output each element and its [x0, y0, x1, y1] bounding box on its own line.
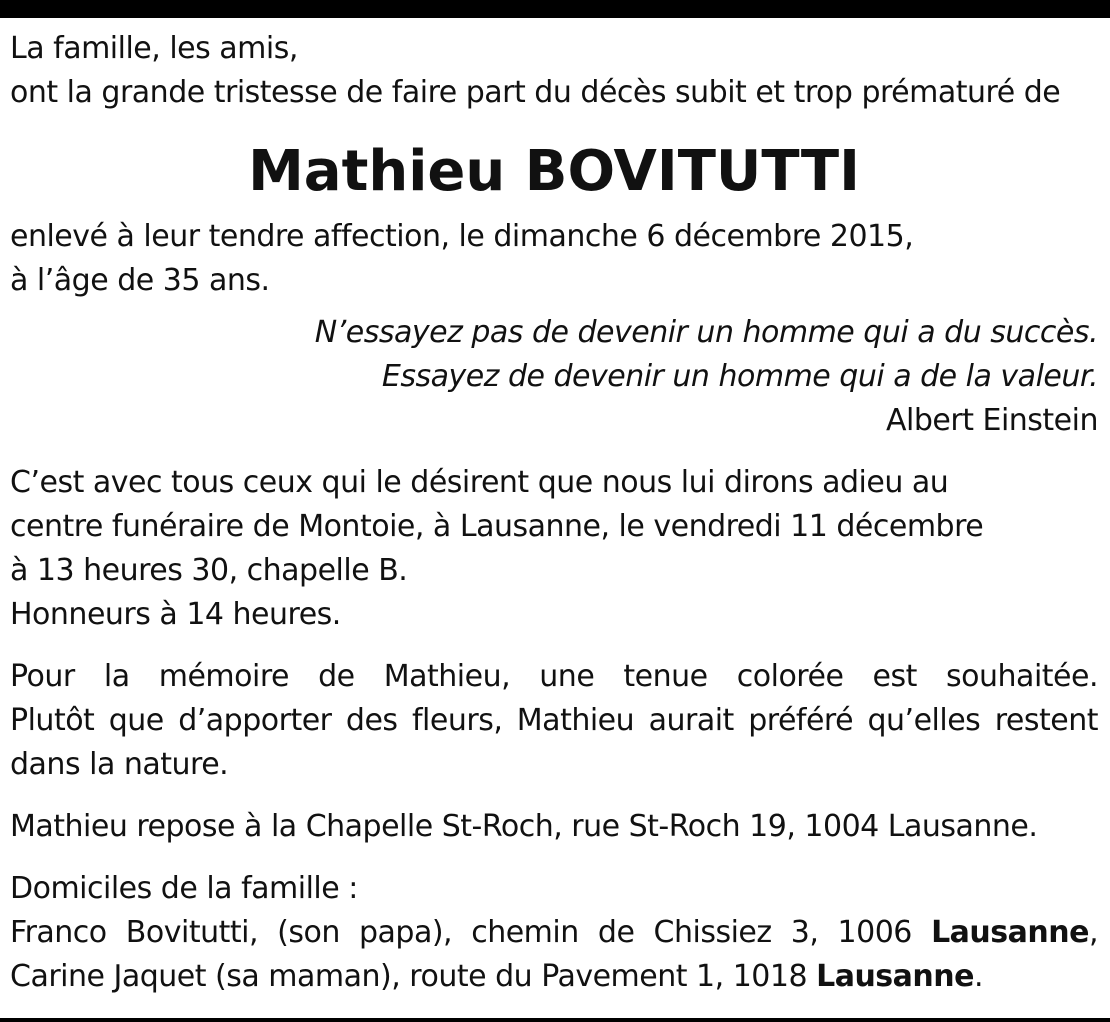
- domicile-mother-punct: .: [973, 959, 984, 994]
- ceremony-block: [10, 461, 1098, 637]
- wishes-line-1: Pour la mémoire de Mathieu, une tenue colorée est souhaitée.: [10, 659, 1098, 694]
- ceremony-line-1: C’est avec tous ceux qui le désirent que nous lui dirons adieu au: [10, 465, 949, 500]
- domiciles-block: [10, 867, 1098, 999]
- death-line-2: à l’âge de 35 ans.: [10, 263, 270, 298]
- quote-author: Albert Einstein: [886, 403, 1098, 438]
- obituary-notice: [10, 27, 1098, 999]
- resting-place: [10, 805, 1098, 849]
- quote-line-1: N’essayez pas de devenir un homme qui a du succès.: [314, 315, 1098, 350]
- domicile-mother-city: Lausanne: [816, 959, 974, 994]
- ceremony-line-3: à 13 heures 30, chapelle B.: [10, 553, 408, 588]
- deceased-name: Mathieu BOVITUTTI: [248, 139, 860, 204]
- intro-block: [10, 27, 1098, 115]
- wishes-line-2: Plutôt que d’apporter des fleurs, Mathieu aurait préféré qu’elles restent: [10, 703, 1098, 738]
- bottom-border-rule: [0, 1018, 1110, 1022]
- domicile-father: [10, 911, 1098, 955]
- domicile-father-text: Franco Bovitutti, (son papa), chemin de Chissiez 3, 1006: [10, 915, 912, 950]
- domicile-father-punct: ,: [1088, 915, 1098, 950]
- intro-line-2: ont la grande tristesse de faire part du décès subit et trop prématuré de: [10, 75, 1061, 110]
- top-border-rule: [0, 0, 1110, 18]
- wishes-line-3: dans la nature.: [10, 747, 229, 782]
- death-block: [10, 215, 1098, 303]
- domiciles-heading: Domiciles de la famille :: [10, 871, 358, 906]
- intro-line-1: La famille, les amis,: [10, 31, 298, 66]
- domicile-mother: [10, 955, 1098, 999]
- domicile-mother-text: Carine Jaquet (sa maman), route du Pavement 1, 1018: [10, 959, 808, 994]
- death-line-1: enlevé à leur tendre affection, le dimanche 6 décembre 2015,: [10, 219, 914, 254]
- ceremony-line-2: centre funéraire de Montoie, à Lausanne, le vendredi 11 décembre: [10, 509, 984, 544]
- resting-place-line: Mathieu repose à la Chapelle St-Roch, rue St-Roch 19, 1004 Lausanne.: [10, 809, 1038, 844]
- ceremony-line-4: Honneurs à 14 heures.: [10, 597, 341, 632]
- wishes-block: [10, 655, 1098, 787]
- domicile-father-city: Lausanne: [931, 915, 1089, 950]
- quote-line-2: Essayez de devenir un homme qui a de la valeur.: [381, 359, 1098, 394]
- quote-block: [10, 311, 1098, 443]
